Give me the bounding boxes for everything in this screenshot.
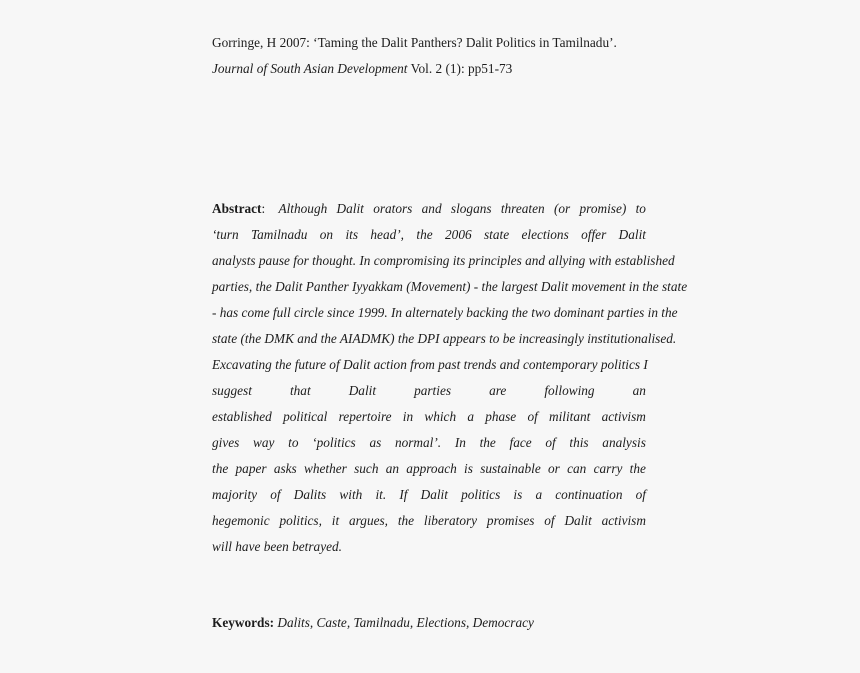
- abstract-word: such: [354, 461, 379, 476]
- abstract-word: state: [483, 227, 510, 242]
- abstract-word: repertoire: [338, 409, 392, 424]
- abstract-word: elections: [521, 227, 569, 242]
- abstract-word: face: [509, 435, 532, 450]
- abstract-word: is: [513, 487, 523, 502]
- abstract-word: is: [464, 461, 473, 476]
- abstract-word: Dalit: [564, 513, 592, 528]
- citation-journal-name: Journal of: [212, 61, 268, 76]
- abstract-word: militant: [549, 409, 591, 424]
- keywords-label: Keywords:: [212, 615, 275, 630]
- abstract-word: asks: [273, 461, 297, 476]
- section-spacer: [212, 82, 646, 196]
- abstract-line: [212, 456, 646, 482]
- abstract-word: which: [424, 409, 457, 424]
- abstract-word: and: [421, 201, 442, 216]
- abstract-word: Dalits: [293, 487, 327, 502]
- abstract-word: ‘politics: [312, 435, 356, 450]
- abstract-word: political: [283, 409, 328, 424]
- abstract-word: slogans: [450, 201, 492, 216]
- abstract-word: on: [319, 227, 334, 242]
- abstract-word: of: [635, 487, 646, 502]
- abstract-word: hegemonic: [212, 513, 270, 528]
- abstract-word: politics,: [279, 513, 322, 528]
- abstract-word: can: [567, 461, 587, 476]
- abstract-word: 2006: [445, 227, 472, 242]
- abstract-word: head’,: [370, 227, 405, 242]
- abstract-word: are: [489, 383, 507, 398]
- abstract-word: to: [635, 201, 646, 216]
- abstract-word: In: [454, 435, 466, 450]
- abstract-word: analysis: [602, 435, 646, 450]
- abstract-word: that: [289, 383, 311, 398]
- citation-journal-name-cont: South Asian Development: [270, 61, 408, 76]
- abstract-word: in: [402, 409, 414, 424]
- abstract-line-1-words: [278, 196, 646, 222]
- abstract-line: [212, 430, 646, 456]
- abstract-word: activism: [601, 409, 646, 424]
- abstract-word: the: [212, 461, 229, 476]
- abstract-word: with: [339, 487, 363, 502]
- keywords-block: [212, 610, 646, 636]
- abstract-line: [212, 222, 646, 248]
- abstract-line: [212, 378, 646, 404]
- abstract-word: an: [632, 383, 646, 398]
- abstract-word: Dalit: [618, 227, 646, 242]
- abstract-word: carry: [593, 461, 623, 476]
- abstract-word: its: [345, 227, 359, 242]
- abstract-word: it: [331, 513, 340, 528]
- abstract-word: paper: [235, 461, 267, 476]
- keywords-list: Dalits, Caste, Tamilnadu, Elections, Democracy: [274, 615, 534, 630]
- abstract-word: this: [569, 435, 589, 450]
- abstract-line: analysts pause for thought. In compromising its principles and allying with established: [212, 253, 675, 268]
- abstract-word: way: [253, 435, 275, 450]
- abstract-word: whether: [303, 461, 347, 476]
- abstract-word: it.: [375, 487, 387, 502]
- citation-block: [212, 30, 646, 82]
- abstract-word: politics: [461, 487, 501, 502]
- abstract-word: gives: [212, 435, 240, 450]
- abstract-word: of: [545, 435, 556, 450]
- abstract-word: promise): [579, 201, 627, 216]
- abstract-line: will have been betrayed.: [212, 539, 342, 554]
- abstract-word: or: [548, 461, 560, 476]
- abstract-word: Dalit: [336, 201, 364, 216]
- document-content: [212, 30, 688, 636]
- abstract-word: parties: [414, 383, 452, 398]
- abstract-word: offer: [581, 227, 607, 242]
- abstract-word: of: [270, 487, 281, 502]
- abstract-word: activism: [601, 513, 646, 528]
- abstract-word: an: [385, 461, 400, 476]
- abstract-word: sustainable: [480, 461, 541, 476]
- citation-line1-text: Gorringe, H 2007: ‘Taming the Dalit Panthers? Dalit Politics in Tamilnadu’.: [212, 35, 617, 50]
- abstract-word: Dalit: [348, 383, 377, 398]
- abstract-word: normal’.: [394, 435, 442, 450]
- abstract-word: promises: [486, 513, 535, 528]
- abstract-word: orators: [373, 201, 413, 216]
- abstract-word: to: [288, 435, 299, 450]
- abstract-line: [212, 404, 646, 430]
- abstract-word: following: [544, 383, 595, 398]
- abstract-line: Excavating the future of Dalit action from past trends and contemporary politics I: [212, 357, 648, 372]
- abstract-colon: :: [261, 201, 266, 216]
- abstract-label-group: [212, 196, 278, 222]
- abstract-word: If: [399, 487, 408, 502]
- abstract-word: Although: [278, 201, 328, 216]
- abstract-label: Abstract: [212, 201, 262, 216]
- abstract-word: as: [369, 435, 382, 450]
- abstract-word: (or: [553, 201, 571, 216]
- abstract-word: of: [527, 409, 538, 424]
- abstract-word: Tamilnadu: [250, 227, 308, 242]
- abstract-word: the: [629, 461, 646, 476]
- abstract-word: threaten: [500, 201, 545, 216]
- abstract-line: - has come full circle since 1999. In alternately backing the two dominant parties in the: [212, 305, 678, 320]
- keywords-spacer: [212, 560, 646, 610]
- abstract-line: [212, 482, 646, 508]
- abstract-word: a: [467, 409, 474, 424]
- abstract-word: approach: [406, 461, 457, 476]
- abstract-word: phase: [485, 409, 517, 424]
- abstract-word: argues,: [348, 513, 388, 528]
- abstract-line: parties, the Dalit Panther Iyyakkam (Movement) - the largest Dalit movement in the state: [212, 279, 688, 294]
- abstract-word: the: [397, 513, 415, 528]
- abstract-word: the: [416, 227, 433, 242]
- abstract-block: [212, 196, 688, 560]
- abstract-word: the: [479, 435, 496, 450]
- abstract-word: ‘turn: [212, 227, 239, 242]
- abstract-word: of: [544, 513, 555, 528]
- abstract-word: liberatory: [423, 513, 478, 528]
- abstract-word: continuation: [555, 487, 623, 502]
- abstract-word: a: [535, 487, 543, 502]
- abstract-word: majority: [212, 487, 258, 502]
- abstract-word: suggest: [212, 383, 252, 398]
- abstract-word: established: [212, 409, 272, 424]
- abstract-word: Dalit: [420, 487, 448, 502]
- abstract-line: [212, 196, 646, 222]
- abstract-line: state (the DMK and the AIADMK) the DPI appears to be increasingly institutionalised.: [212, 331, 677, 346]
- abstract-line: [212, 508, 646, 534]
- citation-volume-pages: Vol. 2 (1): pp51-73: [407, 61, 513, 76]
